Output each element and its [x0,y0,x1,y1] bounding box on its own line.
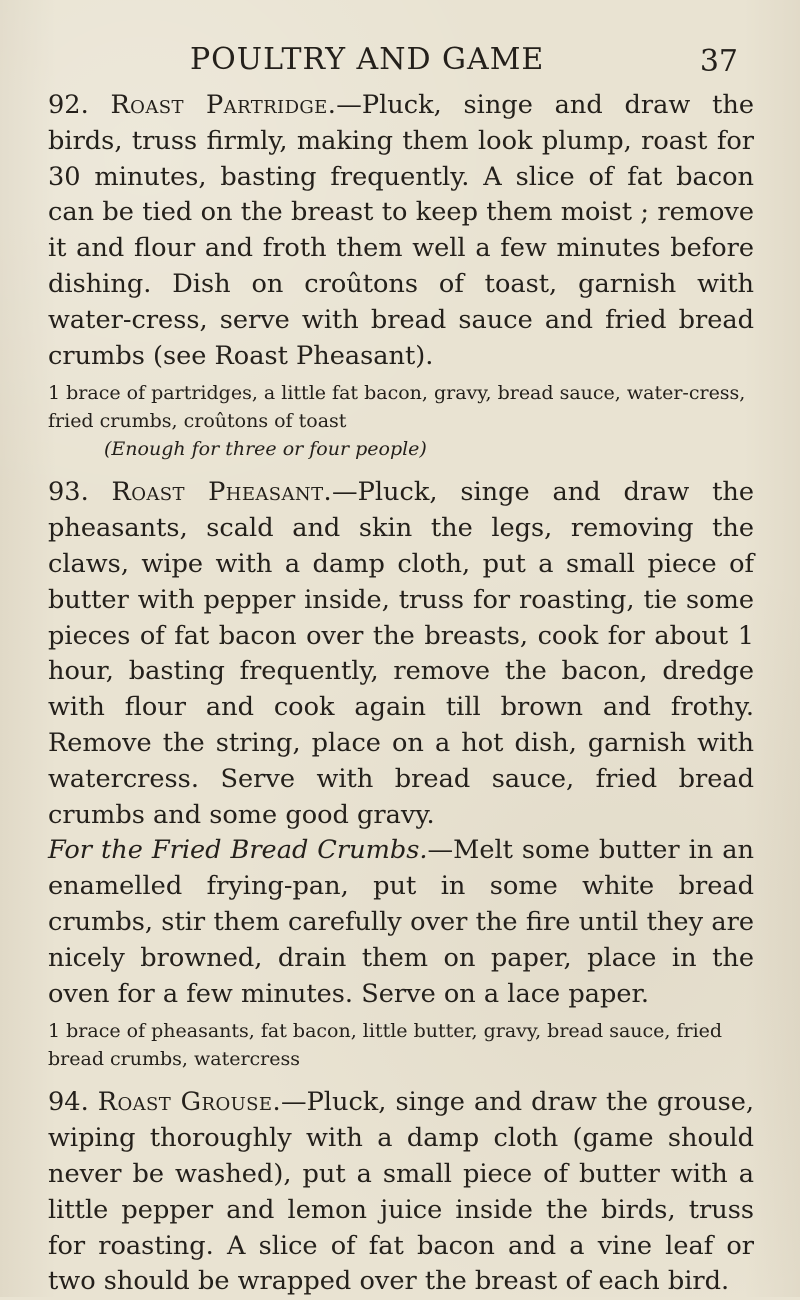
recipe-92-ingredients: 1 brace of partridges, a little fat bacon, gravy, bread sauce, water-cress, fried crumbs, croûtons of toast [48,382,746,433]
recipe-93-number: 93. [48,477,89,508]
recipe-92-text [48,88,754,374]
running-title: POULTRY AND GAME [190,42,545,77]
fried-bread-crumbs-text [48,833,754,1012]
recipe-94-roast-grouse [48,1085,754,1300]
recipe-93-roast-pheasant [48,475,754,1073]
recipe-92-title: Roast Partridge. [110,90,337,120]
recipe-92-serving-note: (Enough for three or four people) [104,438,427,461]
fried-bread-crumbs-heading: For the Fried Bread Crumbs. [48,835,428,866]
recipe-94-body: —Pluck, singe and draw the grouse, wiping thoroughly with a damp cloth (game should never be washed), put a small piece of butter with a little pepper and lemon juice inside the birds, truss for roasting. A slice of fat bacon and a vine leaf or two should be wrapped over the breast of each bird. [48,1087,754,1297]
recipe-94-text [48,1085,754,1300]
recipe-93-body: —Pluck, singe and draw the pheasants, scald and skin the legs, removing the claws, wipe with a damp cloth, put a small piece of butter with pepper inside, truss for roasting, tie some pieces of fat bacon over the breasts, cook for about 1 hour, basting frequently, remove the bacon, dredge with flour and cook again till brown and frothy. Remove the string, place on a hot dish, garnish with watercress. Serve with bread sauce, fried bread crumbs and some good gravy. [48,477,754,830]
recipe-92-body: —Pluck, singe and draw the birds, truss firmly, making them look plump, roast for 30 minutes, basting frequently. A slice of fat bacon can be tied on the breast to keep them moist ; remove it and flour and froth them well a few minutes before dishing. Dish on croûtons of toast, garnish with water-cress, serve with bread sauce and fried bread crumbs (see Roast Pheasant). [48,90,755,371]
recipe-content [48,88,754,1300]
recipe-94-number: 94. [48,1087,89,1118]
recipe-92-roast-partridge [48,88,754,463]
fried-bread-crumbs-body: —Melt some butter in an enamelled frying-pan, put in some white bread crumbs, stir them carefully over the fire until they are nicely browned, drain them on paper, place in the oven for a few minutes. Serve on a lace paper. [48,835,754,1009]
recipe-93-ingredients: 1 brace of pheasants, fat bacon, little butter, gravy, bread sauce, fried bread crumbs, watercress [48,1020,723,1071]
page-header [0,42,800,92]
page-number: 37 [699,44,738,79]
recipe-92-number: 92. [48,90,89,120]
recipe-93-text [48,475,754,833]
recipe-94-title: Roast Grouse. [97,1087,281,1118]
recipe-93-title: Roast Pheasant. [111,477,333,508]
